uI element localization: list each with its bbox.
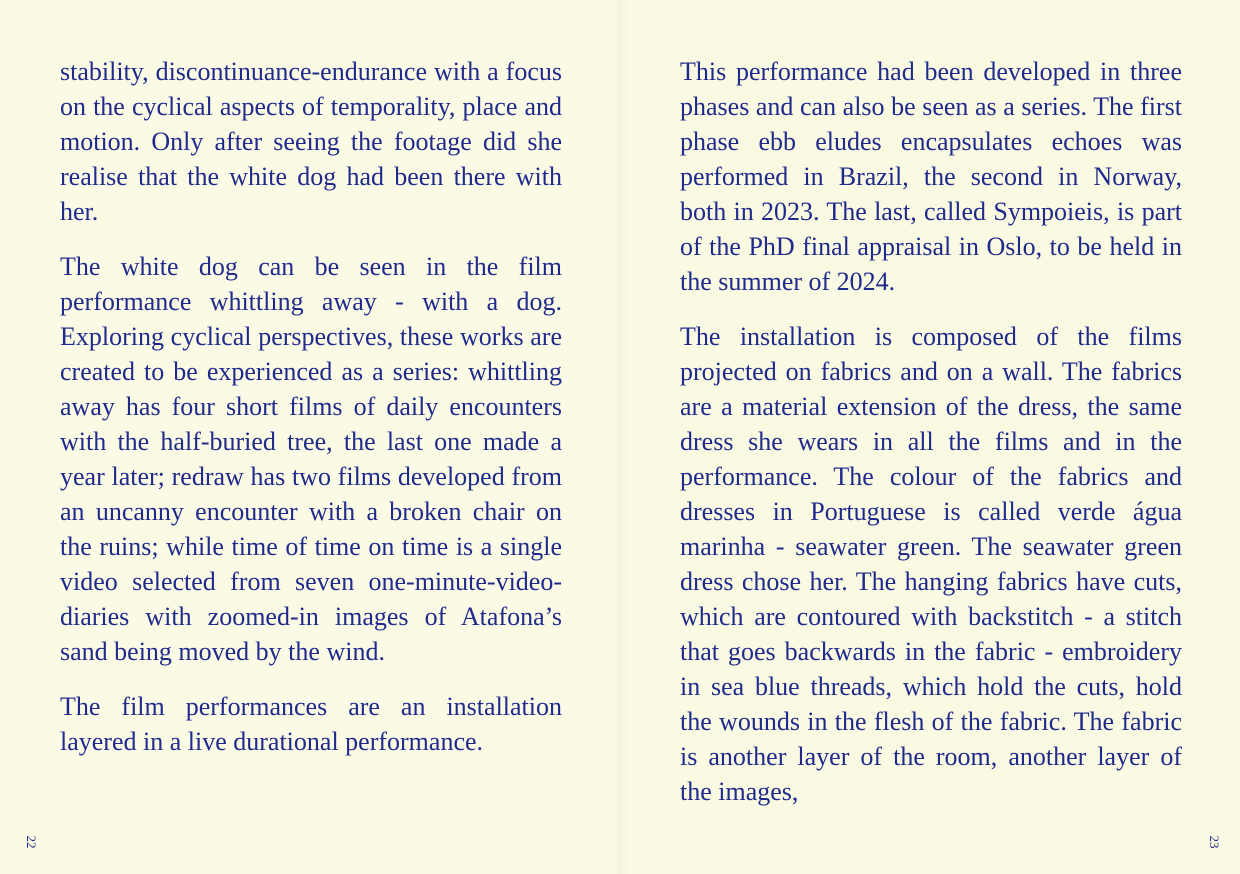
- right-text-column: [680, 54, 1182, 809]
- left-paragraph-2: The white dog can be seen in the film performance whittling away - with a dog. Exploring cyclical perspectives, these works are created to be experienced as a series: whittling away has four short films of daily encounters with the half-buried tree, the last one made a year later; redraw has two films developed from an uncanny encounter with a broken chair on the ruins; while time of time on time is a single video selected from seven one-minute-video-diaries with zoomed-in images of Atafona’s sand being moved by the wind.: [60, 252, 562, 666]
- right-page: [620, 0, 1240, 874]
- right-paragraph-1: This performance had been developed in three phases and can also be seen as a series. The first phase ebb eludes encapsulates echoes was performed in Brazil, the second in Norway, both in 2023. The last, called Sympoieis, is part of the PhD final appraisal in Oslo, to be held in the summer of 2024.: [680, 57, 1182, 296]
- book-gutter: [612, 0, 628, 874]
- left-paragraph-1: stability, discontinuance-endurance with a focus on the cyclical aspects of temporality, place and motion. Only after seeing the footage did she realise that the white dog had been there with her.: [60, 57, 562, 226]
- right-paragraph-2: The installation is composed of the films projected on fabrics and on a wall. The fabrics are a material extension of the dress, the same dress she wears in all the films and in the performance. The colour of the fabrics and dresses in Portuguese is called verde água marinha - seawater green. The seawater green dress chose her. The hanging fabrics have cuts, which are contoured with backstitch - a stitch that goes backwards in the fabric - embroidery in sea blue threads, which hold the cuts, hold the wounds in the flesh of the fabric. The fabric is another layer of the room, another layer of the images,: [680, 322, 1182, 806]
- right-page-number: 23: [1207, 835, 1222, 849]
- left-page-number: 22: [24, 835, 39, 849]
- left-text-column: [60, 54, 562, 759]
- left-paragraph-3: The film performances are an installation layered in a live durational performance.: [60, 692, 562, 756]
